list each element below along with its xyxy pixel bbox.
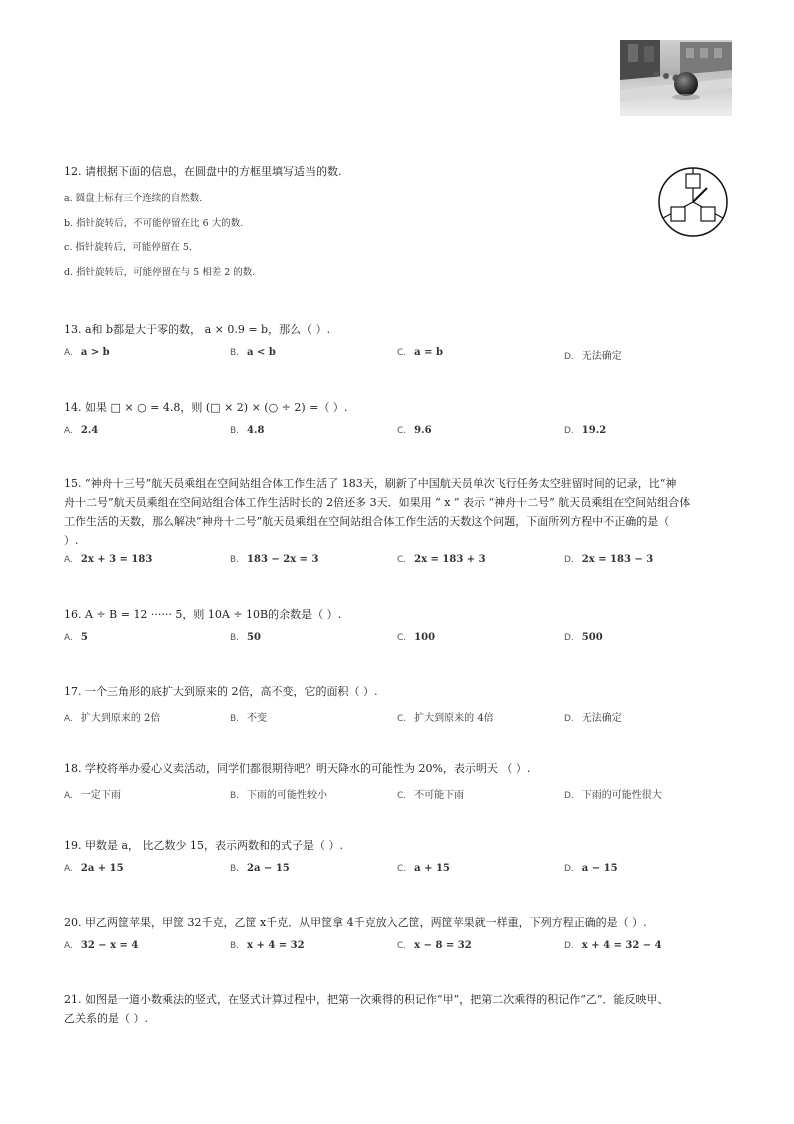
question-21: [64, 990, 744, 1028]
answer-box-top[interactable]: [686, 174, 700, 188]
question-stem: 19. 甲数是 a， 比乙数少 15，表示两数和的式子是（ ）.: [64, 839, 344, 852]
option-a[interactable]: A. a > b: [64, 347, 110, 358]
condition-c: c. 指针旋转后，可能停留在 5.: [64, 242, 192, 253]
options-18: [64, 786, 744, 802]
option-b[interactable]: B. 下雨的可能性较小: [230, 790, 328, 801]
option-a[interactable]: A. 扩大到原来的 2倍: [64, 713, 161, 724]
condition-b: b. 指针旋转后，不可能停留在比 6 大的数.: [64, 218, 244, 229]
option-b[interactable]: B. 2a − 15: [230, 863, 290, 874]
question-stem: 16. A ÷ B = 12 ······ 5，则 10A ÷ 10B的余数是（ ）.: [64, 608, 342, 621]
option-b[interactable]: B. 183 − 2x = 3: [230, 554, 319, 565]
question-15: [64, 474, 744, 550]
question-stem: 18. 学校将举办爱心义卖活动，同学们都很期待吧？明天降水的可能性为 20%，表示明天 （ ）.: [64, 762, 531, 775]
option-c[interactable]: C. 不可能下雨: [397, 790, 465, 801]
option-d[interactable]: D. 无法确定: [564, 351, 622, 362]
question-13: [64, 320, 744, 339]
answer-box-right[interactable]: [701, 207, 715, 221]
options-20: [64, 940, 744, 956]
option-c[interactable]: C. 100: [397, 632, 436, 643]
question-stem: 17. 一个三角形的底扩大到原来的 2倍，高不变，它的面积（ ）.: [64, 685, 378, 698]
option-a[interactable]: A. 一定下雨: [64, 790, 121, 801]
option-c[interactable]: C. x − 8 = 32: [397, 940, 472, 951]
option-b[interactable]: B. x + 4 = 32: [230, 940, 305, 951]
option-a[interactable]: A. 2.4: [64, 425, 99, 436]
question-stem-line-1: 15. “神舟十三号”航天员乘组在空间站组合体工作生活了 183天，刷新了中国航天员单次飞行任务太空驻留时间的记录，比“神: [64, 477, 677, 490]
option-d[interactable]: D. 下雨的可能性很大: [564, 790, 662, 801]
question-stem-line-1: 21. 如图是一道小数乘法的竖式，在竖式计算过程中，把第一次乘得的积记作“甲”，把第二次乘得的积记作“乙”．能反映甲、: [64, 993, 669, 1006]
option-a[interactable]: A. 2x + 3 = 183: [64, 554, 153, 565]
option-b[interactable]: B. a < b: [230, 347, 276, 358]
question-stem-line-2: 舟十二号”航天员乘组在空间站组合体工作生活时长的 2倍还多 3天．如果用 “ x ” 表示 “神舟十二号” 航天员乘组在空间站组合体: [64, 496, 691, 509]
option-c[interactable]: C. a = b: [397, 347, 443, 358]
question-stem: 20. 甲乙两筐苹果，甲筐 32千克，乙筐 x千克．从甲筐拿 4千克放入乙筐，两筐苹果就一样重，下列方程正确的是（ ）.: [64, 916, 647, 929]
condition-d: d. 指针旋转后，可能停留在与 5 相差 2 的数.: [64, 267, 256, 278]
option-b[interactable]: B. 4.8: [230, 425, 265, 436]
options-16: [64, 632, 744, 648]
question-stem: 12. 请根据下面的信息，在圆盘中的方框里填写适当的数.: [64, 165, 342, 178]
question-17: [64, 682, 744, 701]
question-stem-line-4: ）.: [64, 534, 79, 547]
options-13: [64, 347, 744, 363]
options-17: [64, 709, 744, 725]
option-d[interactable]: D. 2x = 183 − 3: [564, 554, 654, 565]
option-c[interactable]: C. 扩大到原来的 4倍: [397, 713, 494, 724]
option-a[interactable]: A. 5: [64, 632, 88, 643]
option-c[interactable]: C. 2x = 183 + 3: [397, 554, 486, 565]
options-19: [64, 863, 744, 879]
question-12: [64, 162, 744, 181]
spinner-disc-diagram: [657, 166, 729, 238]
option-a[interactable]: A. 2a + 15: [64, 863, 124, 874]
option-a[interactable]: A. 32 − x = 4: [64, 940, 139, 951]
option-d[interactable]: D. a − 15: [564, 863, 618, 874]
question-14: [64, 398, 744, 417]
question-stem-line-3: 工作生活的天数，那么解决“神舟十二号”航天员乘组在空间站组合体工作生活的天数这个问题，下面所列方程中不正确的是（: [64, 515, 670, 528]
option-c[interactable]: C. 9.6: [397, 425, 432, 436]
question-16: [64, 605, 744, 624]
question-stem: 13. a和 b都是大于零的数， a × 0.9 = b，那么（ ）.: [64, 323, 331, 336]
option-d[interactable]: D. 500: [564, 632, 603, 643]
options-14: [64, 425, 744, 441]
option-d[interactable]: D. x + 4 = 32 − 4: [564, 940, 662, 951]
condition-a: a. 圆盘上标有三个连续的自然数.: [64, 193, 203, 204]
question-20: [64, 913, 744, 932]
question-stem: 14. 如果 □ × ○ = 4.8，则 (□ × 2) × (○ ÷ 2) =（ ）.: [64, 401, 348, 414]
option-d[interactable]: D. 无法确定: [564, 713, 622, 724]
option-c[interactable]: C. a + 15: [397, 863, 450, 874]
spinner-pointer: [693, 188, 707, 202]
option-d[interactable]: D. 19.2: [564, 425, 607, 436]
answer-box-left[interactable]: [671, 207, 685, 221]
question-18: [64, 759, 744, 778]
options-15: [64, 554, 744, 570]
question-stem-line-2: 乙关系的是（ ）.: [64, 1012, 148, 1025]
option-b[interactable]: B. 不变: [230, 713, 268, 724]
option-b[interactable]: B. 50: [230, 632, 261, 643]
street-photo: [620, 40, 732, 116]
question-19: [64, 836, 744, 855]
